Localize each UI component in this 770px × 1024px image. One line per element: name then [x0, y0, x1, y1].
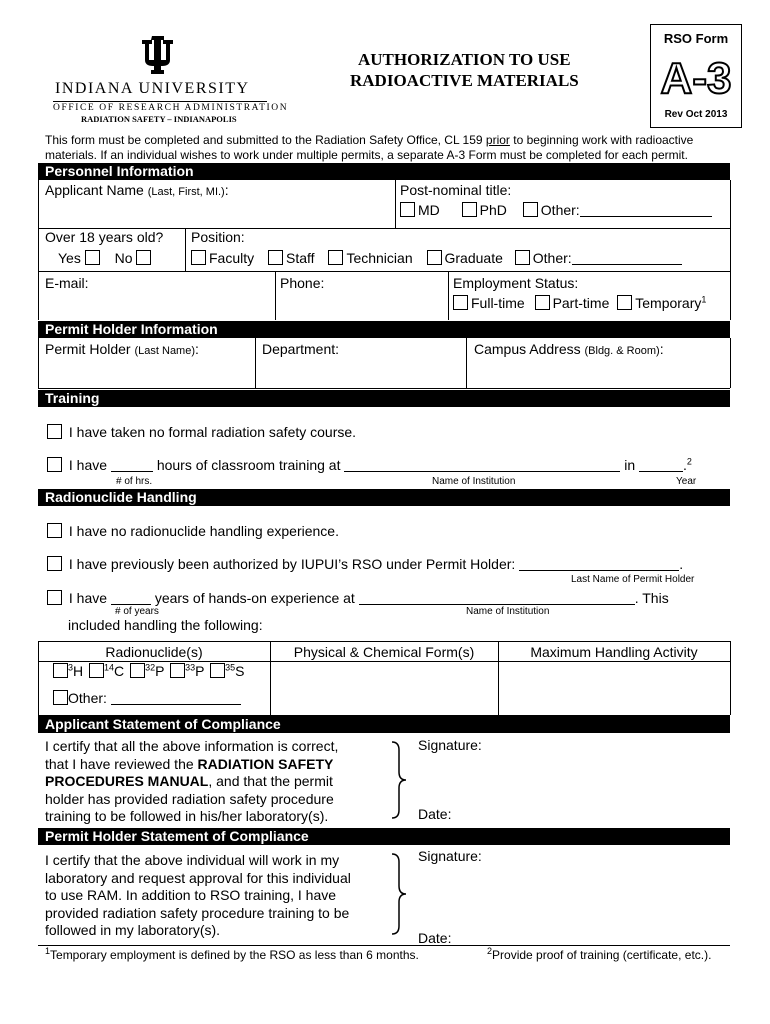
p33-checkbox[interactable]	[170, 663, 185, 678]
p32-checkbox[interactable]	[130, 663, 145, 678]
previous-holder-field[interactable]	[519, 570, 679, 571]
classroom-training-checkbox[interactable]	[47, 457, 62, 472]
over18-no-checkbox[interactable]	[136, 250, 151, 265]
holder-statement-header: Permit Holder Statement of Compliance	[38, 828, 730, 845]
radionuclide-option-experience: I have years of hands-on experience at . This	[47, 590, 669, 606]
position-options: Faculty Staff Technician Graduate Other:	[191, 250, 682, 266]
hint-permit-holder: Last Name of Permit Holder	[571, 574, 695, 585]
other-position-checkbox[interactable]	[515, 250, 530, 265]
over18-options: Yes No	[58, 250, 154, 266]
s35-checkbox[interactable]	[210, 663, 225, 678]
training-institution-field[interactable]	[344, 471, 620, 472]
applicant-date-label: Date:	[418, 806, 452, 822]
parttime-checkbox[interactable]	[535, 295, 550, 310]
applicant-brace-icon	[390, 740, 408, 825]
revision: Rev Oct 2013	[664, 109, 728, 120]
training-option-none: I have taken no formal radiation safety course.	[47, 424, 356, 440]
other-title-field[interactable]	[580, 216, 712, 217]
md-checkbox[interactable]	[400, 202, 415, 217]
col-max-activity: Maximum Handling Activity	[530, 644, 698, 660]
applicant-statement-text: I certify that all the above information is correct, that I have reviewed the RADIATION SAFETY PROCEDURES MANUAL, and that the permit holder has provided radiation safety procedure training to be followed in his/her laboratory(s).	[45, 738, 339, 824]
technician-checkbox[interactable]	[328, 250, 343, 265]
staff-checkbox[interactable]	[268, 250, 283, 265]
h3-checkbox[interactable]	[53, 663, 68, 678]
holder-statement-text: I certify that the above individual will work in my laboratory and request approval for this individual to use RAM. In addition to RSO training, I have provided radiation safety procedure training to be followed in my laboratory(s).	[45, 852, 351, 938]
department-label: Department:	[262, 341, 340, 357]
col-radionuclides: Radionuclide(s)	[105, 644, 203, 660]
email-label: E-mail:	[45, 275, 89, 291]
postnominal-options: MD PhD Other:	[400, 202, 712, 218]
other-isotope-checkbox[interactable]	[53, 690, 68, 705]
no-training-checkbox[interactable]	[47, 424, 62, 439]
isotope-options: $^3$H $^{14}$C $^{32}$P $^{33}$P $^{35}$S	[53, 663, 244, 679]
phd-checkbox[interactable]	[462, 202, 477, 217]
permit-holder-header: Permit Holder Information	[38, 321, 730, 338]
rso-label: RSO Form	[663, 31, 729, 46]
rso-form-box	[650, 24, 742, 128]
personnel-header: Personnel Information	[38, 163, 730, 180]
position-label: Position:	[191, 229, 245, 245]
radionuclide-option-none: I have no radionuclide handling experience.	[47, 523, 339, 539]
holder-signature-label: Signature:	[418, 848, 482, 864]
radionuclide-header: Radionuclide Handling	[38, 489, 730, 506]
hint-institution: Name of Institution	[432, 476, 516, 487]
footnote-1: $^1$Temporary employment is defined by the RSO as less than 6 months.	[45, 946, 419, 962]
form-code: A-3	[660, 54, 732, 103]
no-handling-checkbox[interactable]	[47, 523, 62, 538]
hint-year: Year	[676, 476, 697, 487]
hint-years: # of years	[115, 606, 159, 617]
faculty-checkbox[interactable]	[191, 250, 206, 265]
trident-icon	[138, 34, 178, 74]
intro-text: This form must be completed and submitted to the Radiation Safety Office, CL 159 prior to beginning work with radioactive materials. If an individual wishes to work under multiple permits, a separate A-3 Form must be completed for each permit.	[45, 133, 694, 162]
employment-options: Full-time Part-time Temporary$^1$	[453, 295, 706, 311]
other-title-checkbox[interactable]	[523, 202, 538, 217]
applicant-name-label: Applicant Name (Last, First, MI.):	[45, 182, 229, 198]
c14-checkbox[interactable]	[89, 663, 104, 678]
included-handling-text: included handling the following:	[68, 617, 263, 633]
university-name: INDIANA UNIVERSITY	[55, 80, 250, 97]
hint-exp-institution: Name of Institution	[466, 606, 550, 617]
experience-institution-field[interactable]	[359, 604, 635, 605]
training-year-field[interactable]	[639, 471, 683, 472]
other-position-field[interactable]	[572, 264, 682, 265]
over18-label: Over 18 years old?	[45, 229, 164, 245]
previously-authorized-checkbox[interactable]	[47, 556, 62, 571]
department-name: RADIATION SAFETY – INDIANAPOLIS	[81, 114, 237, 124]
fulltime-checkbox[interactable]	[453, 295, 468, 310]
applicant-statement-header: Applicant Statement of Compliance	[38, 716, 730, 733]
other-isotope-field[interactable]	[111, 704, 241, 705]
iu-logo	[138, 34, 178, 74]
campus-address-label: Campus Address (Bldg. & Room):	[474, 341, 664, 357]
hint-hours: # of hrs.	[116, 476, 153, 487]
graduate-checkbox[interactable]	[427, 250, 442, 265]
radionuclide-option-previous: I have previously been authorized by IUPUI’s RSO under Permit Holder: .	[47, 556, 683, 572]
temporary-checkbox[interactable]	[617, 295, 632, 310]
applicant-signature-label: Signature:	[418, 737, 482, 753]
experience-years-field[interactable]	[111, 604, 151, 605]
office-name: OFFICE OF RESEARCH ADMINISTRATION	[53, 103, 289, 113]
holder-date-label: Date:	[418, 930, 452, 946]
training-header: Training	[38, 390, 730, 407]
phone-label: Phone:	[280, 275, 325, 291]
holder-brace-icon	[390, 852, 408, 941]
form-title-line1: AUTHORIZATION TO USE	[358, 50, 571, 69]
permit-holder-label: Permit Holder (Last Name):	[45, 341, 199, 357]
training-hours-field[interactable]	[111, 471, 153, 472]
experience-checkbox[interactable]	[47, 590, 62, 605]
isotope-other: Other:	[53, 690, 241, 706]
footnote-2: $^2$Provide proof of training (certificate, etc.).	[487, 946, 712, 962]
employment-status-label: Employment Status:	[453, 275, 579, 291]
col-physical-form: Physical & Chemical Form(s)	[293, 644, 475, 660]
form-title-line2: RADIOACTIVE MATERIALS	[350, 71, 579, 90]
over18-yes-checkbox[interactable]	[85, 250, 100, 265]
postnominal-label: Post-nominal title:	[400, 182, 512, 198]
training-option-classroom: I have hours of classroom training at in .$^2$	[47, 457, 692, 473]
